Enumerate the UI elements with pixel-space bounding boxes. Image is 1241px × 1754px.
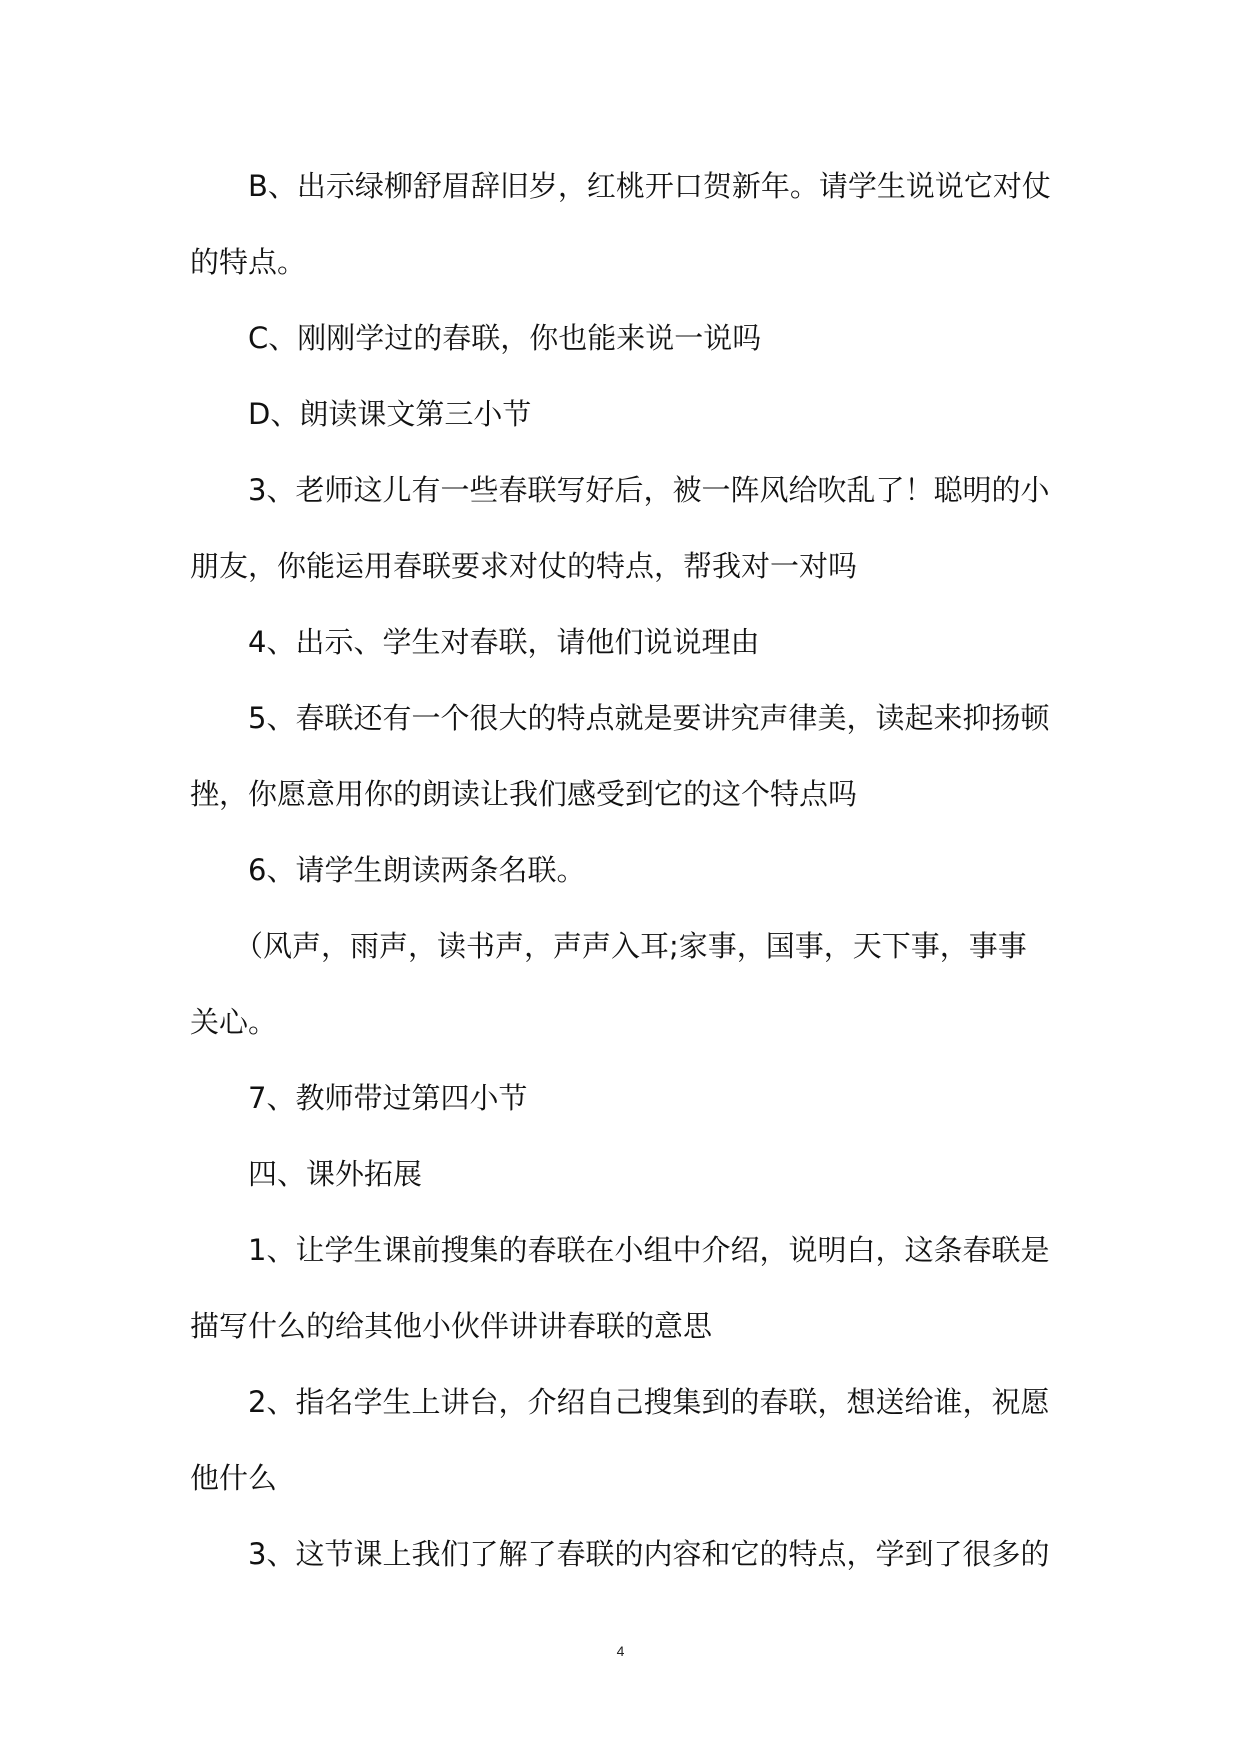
text-line: 3、老师这儿有一些春联写好后，被一阵风给吹乱了！聪明的小: [248, 473, 1050, 507]
text-line: 6、请学生朗读两条名联。: [248, 853, 586, 887]
text-line: 他什么: [190, 1461, 278, 1495]
document-body: [190, 148, 1060, 1592]
text-line: D、朗读课文第三小节: [248, 397, 532, 431]
text-line: 挫，你愿意用你的朗读让我们感受到它的这个特点吗: [190, 777, 858, 811]
text-line: 1、让学生课前搜集的春联在小组中介绍，说明白，这条春联是: [248, 1233, 1050, 1267]
text-line: （风声，雨声，读书声，声声入耳;家事，国事，天下事，事事: [234, 929, 1027, 963]
text-line: 描写什么的给其他小伙伴讲讲春联的意思: [190, 1309, 713, 1343]
page-number: 4: [616, 1643, 625, 1659]
text-line: 朋友，你能运用春联要求对仗的特点，帮我对一对吗: [190, 549, 858, 583]
text-line: 3、这节课上我们了解了春联的内容和它的特点，学到了很多的: [248, 1537, 1050, 1571]
text-line: 2、指名学生上讲台，介绍自己搜集到的春联，想送给谁，祝愿: [248, 1385, 1050, 1419]
text-line: 7、教师带过第四小节: [248, 1081, 528, 1115]
text-line: 5、春联还有一个很大的特点就是要讲究声律美，读起来抑扬顿: [248, 701, 1050, 735]
text-line: C、刚刚学过的春联，你也能来说一说吗: [248, 321, 762, 355]
section-heading: 四、课外拓展: [248, 1157, 423, 1191]
text-line: 关心。: [190, 1005, 278, 1039]
text-line: 4、出示、学生对春联，请他们说说理由: [248, 625, 760, 659]
text-line: 的特点。: [190, 245, 307, 279]
text-line: B、出示绿柳舒眉辞旧岁，红桃开口贺新年。请学生说说它对仗: [248, 169, 1051, 203]
